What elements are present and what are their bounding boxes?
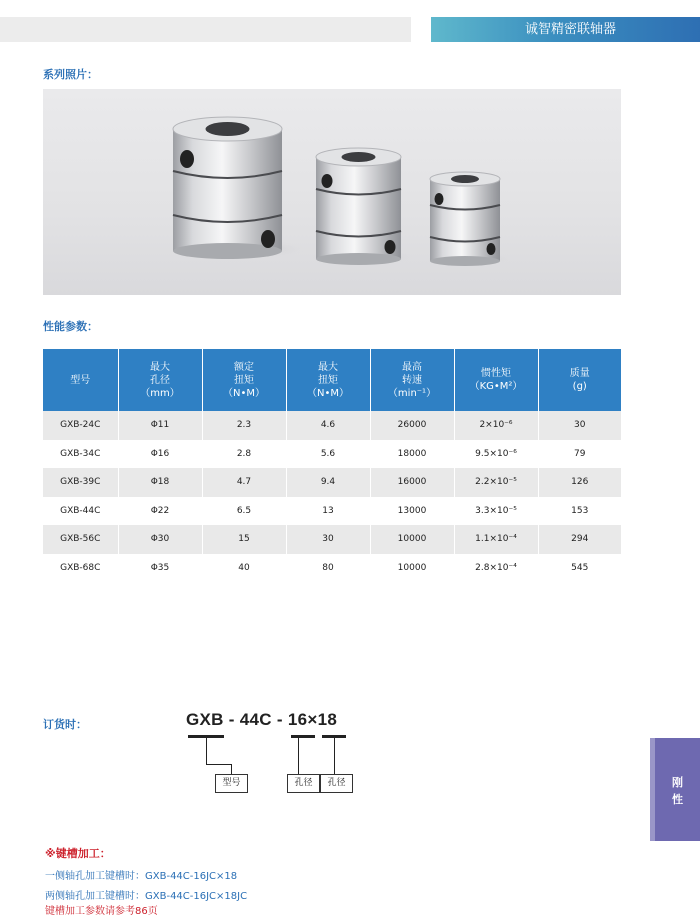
table-cell: 2.3 xyxy=(202,411,286,440)
table-cell: GXB-56C xyxy=(43,525,118,554)
side-tab-line2: 性 xyxy=(672,793,683,806)
table-cell: Φ22 xyxy=(118,497,202,526)
table-cell: Φ16 xyxy=(118,440,202,469)
table-cell: 126 xyxy=(538,468,621,497)
col-header-rated-torque: 额定 扭矩 （N•M） xyxy=(202,349,286,411)
table-cell: 16000 xyxy=(370,468,454,497)
table-cell: GXB-68C xyxy=(43,554,118,583)
table-row xyxy=(43,440,621,469)
table-cell: Φ30 xyxy=(118,525,202,554)
table-row xyxy=(43,411,621,440)
col-header-max-torque: 最大 扭矩 （N•M） xyxy=(286,349,370,411)
coupling-large xyxy=(170,117,306,259)
side-tab-rigid[interactable] xyxy=(655,738,700,841)
bore2-box: 孔径 xyxy=(320,774,353,793)
col-header-mass: 质量 (g) xyxy=(538,349,621,411)
table-cell: 2×10⁻⁶ xyxy=(454,411,538,440)
coupling-medium xyxy=(309,148,413,265)
keyway-title: ※键槽加工： xyxy=(45,847,111,860)
table-cell: 1.1×10⁻⁴ xyxy=(454,525,538,554)
table-cell: 30 xyxy=(538,411,621,440)
table-cell: 13000 xyxy=(370,497,454,526)
table-row xyxy=(43,468,621,497)
table-cell: 4.6 xyxy=(286,411,370,440)
keyway-note: 键槽加工参数请参考86页 xyxy=(45,906,158,917)
model-connector-down xyxy=(231,764,232,774)
table-row xyxy=(43,554,621,583)
table-cell: 9.4 xyxy=(286,468,370,497)
table-cell: 5.6 xyxy=(286,440,370,469)
table-cell: GXB-39C xyxy=(43,468,118,497)
bore1-connector xyxy=(298,738,299,774)
table-cell: 30 xyxy=(286,525,370,554)
table-cell: 26000 xyxy=(370,411,454,440)
table-cell: Φ11 xyxy=(118,411,202,440)
bore2-connector xyxy=(334,738,335,774)
table-cell: Φ18 xyxy=(118,468,202,497)
bore1-box: 孔径 xyxy=(287,774,320,793)
table-cell: 2.8×10⁻⁴ xyxy=(454,554,538,583)
table-cell: 4.7 xyxy=(202,468,286,497)
table-cell: 3.3×10⁻⁵ xyxy=(454,497,538,526)
model-connector xyxy=(206,738,207,764)
model-box: 型号 xyxy=(215,774,248,793)
table-cell: 10000 xyxy=(370,525,454,554)
table-cell: GXB-34C xyxy=(43,440,118,469)
order-label: 订货时： xyxy=(43,718,87,731)
table-cell: 40 xyxy=(202,554,286,583)
keyway-two-sides: 两侧轴孔加工键槽时：GXB-44C-16JC×18JC xyxy=(45,891,248,902)
table-cell: GXB-44C xyxy=(43,497,118,526)
table-cell: 153 xyxy=(571,505,589,516)
col-header-model: 型号 xyxy=(43,349,118,411)
table-cell: 545 xyxy=(571,562,589,573)
table-cell: 294 xyxy=(538,525,621,554)
side-tab-line1: 刚 xyxy=(672,776,683,789)
table-cell: 2.8 xyxy=(202,440,286,469)
table-cell: 10000 xyxy=(370,554,454,583)
spec-table xyxy=(43,349,621,582)
table-row xyxy=(43,525,621,554)
order-code: GXB - 44C - 16×18 xyxy=(186,710,338,729)
table-cell: 9.5×10⁻⁶ xyxy=(454,440,538,469)
coupling-illustration xyxy=(43,89,621,295)
table-cell: 13 xyxy=(286,497,370,526)
brand-title: 诚智精密联轴器 xyxy=(524,22,616,37)
table-cell: 18000 xyxy=(370,440,454,469)
header-gray-bar xyxy=(0,17,411,42)
model-connector-h xyxy=(206,764,232,765)
table-cell: GXB-24C xyxy=(43,411,118,440)
product-photo xyxy=(43,89,621,295)
table-cell: 6.5 xyxy=(202,497,286,526)
table-row xyxy=(43,497,621,526)
brand-banner xyxy=(431,17,700,42)
params-section-title: 性能参数： xyxy=(43,320,98,333)
table-cell: 80 xyxy=(286,554,370,583)
col-header-inertia: 惯性矩 （KG•M²） xyxy=(454,349,538,411)
keyway-one-side: 一侧轴孔加工键槽时：GXB-44C-16JC×18 xyxy=(45,871,238,882)
col-header-max-bore: 最大 孔径 （mm） xyxy=(118,349,202,411)
table-cell: 2.2×10⁻⁵ xyxy=(454,468,538,497)
col-header-max-speed: 最高 转速 （min⁻¹） xyxy=(370,349,454,411)
bore1-underline xyxy=(291,735,315,738)
coupling-small xyxy=(426,172,510,266)
table-cell: 15 xyxy=(202,525,286,554)
photos-section-title: 系列照片： xyxy=(43,68,98,81)
table-cell: Φ35 xyxy=(118,554,202,583)
table-cell: 79 xyxy=(574,448,586,459)
table-header-row xyxy=(43,349,621,411)
spec-table-body xyxy=(43,411,621,582)
